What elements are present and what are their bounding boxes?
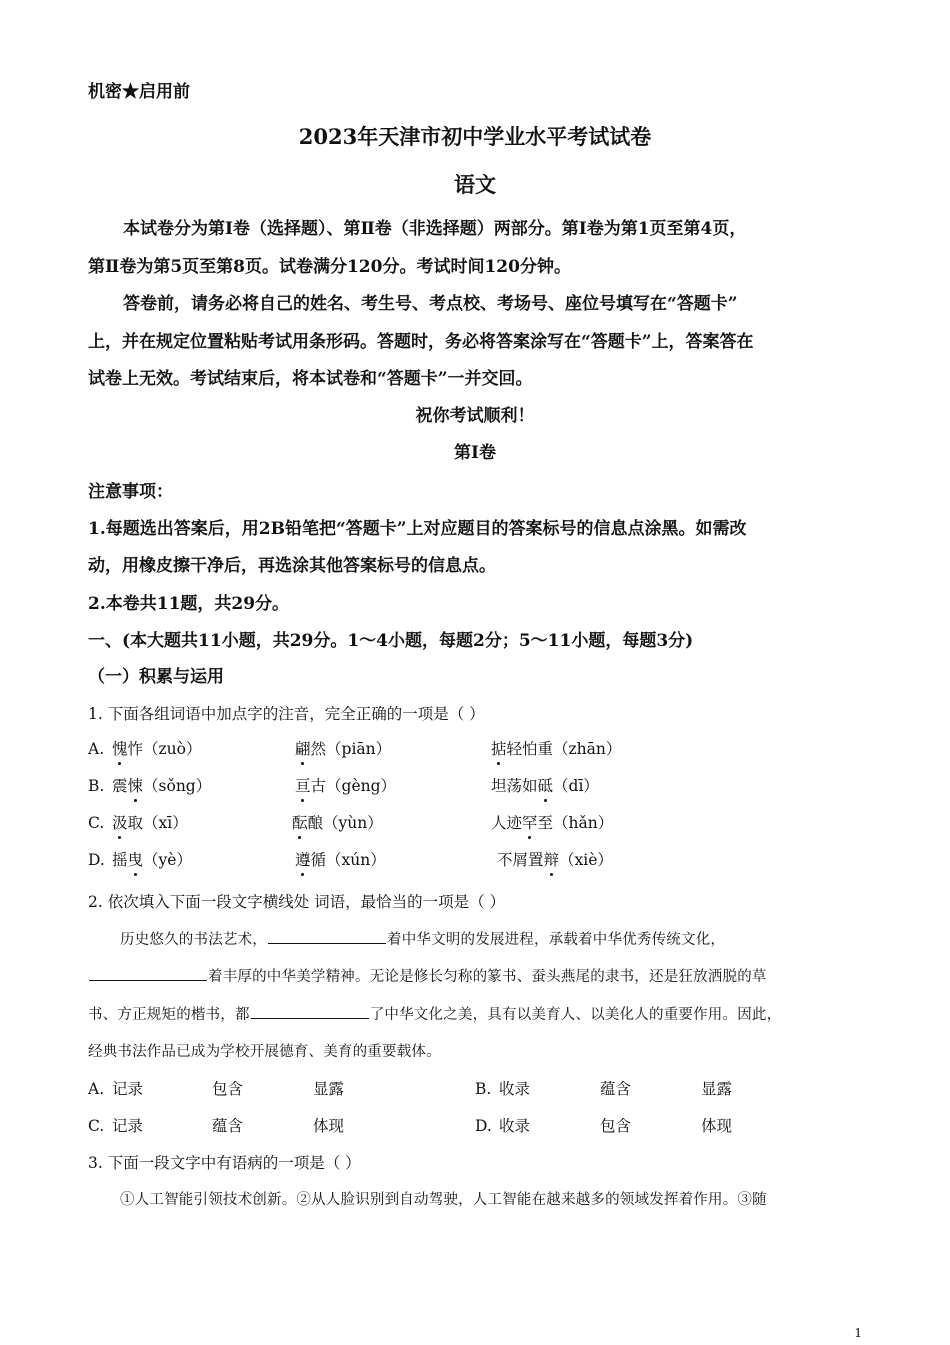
confidential-label: 机密★启用前 <box>88 82 190 102</box>
q2-passage-line1: 历史悠久的书法艺术， 着中华文明的发展进程，承载着中华优秀传统文化， <box>120 928 725 951</box>
q3-passage-line1: ①人工智能引领技术创新。②从人脸识别到自动驾驶，人工智能在越来越多的领域发挥着作用。③随 <box>120 1192 767 1208</box>
q1-c-word3: 人迹罕至（hǎn） <box>491 814 614 832</box>
intro-p1-line1: 本试卷分为第Ⅰ卷（选择题）、第Ⅱ卷（非选择题）两部分。第Ⅰ卷为第1页至第4页， <box>123 219 747 239</box>
blank-3 <box>251 1003 369 1019</box>
q2-passage-line2: 着丰厚的中华美学精神。无论是修长匀称的篆书、蚕头燕尾的隶书，还是狂放洒脱的草 <box>88 965 767 988</box>
option-word: 蕴含 <box>600 1080 632 1098</box>
intro-p2-line2: 上，并在规定位置粘贴考试用条形码。答题时，务必将答案涂写在“答题卡”上，答案答在 <box>88 332 754 352</box>
note-1-line1: 1.每题选出答案后，用2B铅笔把“答题卡”上对应题目的答案标号的信息点涂黑。如需改 <box>88 519 747 539</box>
option-word: 收录 <box>499 1080 531 1098</box>
q1-d-word1: 摇曳（yè） <box>112 851 192 869</box>
option-word: 记录 <box>112 1117 144 1135</box>
option-word: 包含 <box>600 1117 632 1135</box>
option-word: 体现 <box>701 1117 733 1135</box>
q1-d-word2: 遵循（xún） <box>295 851 386 869</box>
q2-passage-line3: 书、方正规矩的楷书，都 了中华文化之美，具有以美育人、以美化人的重要作用。因此， <box>88 1003 781 1026</box>
q1-d-word3: 不屑置辩（xiè） <box>497 851 613 869</box>
option-word: 包含 <box>212 1080 244 1098</box>
note-2: 2.本卷共11题，共29分。 <box>88 594 290 614</box>
option-word: 记录 <box>112 1080 144 1098</box>
q1-b-word1: 震悚（sǒng） <box>112 777 212 795</box>
blank-2 <box>89 965 207 981</box>
option-label: B. <box>475 1080 492 1098</box>
subsection-heading: （一）积累与运用 <box>88 667 224 687</box>
q3-stem: 3. 下面一段文字中有语病的一项是（ ） <box>88 1154 361 1172</box>
intro-p2-line3: 试卷上无效。考试结束后，将本试卷和“答题卡”一并交回。 <box>88 369 533 389</box>
page-number: 1 <box>854 1326 862 1340</box>
q1-c-word2: 酝酿（yùn） <box>292 814 383 832</box>
option-word: 收录 <box>499 1117 531 1135</box>
option-label: C. <box>88 1117 105 1135</box>
q1-a-word3: 掂轻怕重（zhān） <box>491 740 622 758</box>
option-label: D. <box>475 1117 492 1135</box>
option-label: B. <box>88 777 105 795</box>
q1-a-word2: 翩然（piān） <box>295 740 392 758</box>
notes-heading: 注意事项： <box>88 482 173 502</box>
option-label: A. <box>88 1080 105 1098</box>
option-label: D. <box>88 851 105 869</box>
option-label: C. <box>88 814 105 832</box>
volume-heading: 第Ⅰ卷 <box>454 443 496 463</box>
note-1-line2: 动，用橡皮擦干净后，再选涂其他答案标号的信息点。 <box>88 556 496 576</box>
subject-title: 语文 <box>454 172 496 197</box>
option-word: 显露 <box>701 1080 733 1098</box>
q1-c-word1: 汲取（xī） <box>112 814 188 832</box>
section-heading: 一、(本大题共11小题，共29分。1～4小题，每题2分；5～11小题，每题3分) <box>88 631 694 651</box>
q1-a-word1: 愧怍（zuò） <box>112 740 202 758</box>
wish-text: 祝你考试顺利！ <box>415 406 535 426</box>
q1-b-word3: 坦荡如砥（dī） <box>491 777 599 795</box>
q2-stem: 2. 依次填入下面一段文字横线处 词语，最恰当的一项是（ ） <box>88 893 506 911</box>
option-word: 体现 <box>313 1117 345 1135</box>
q1-b-word2: 亘古（gèng） <box>295 777 397 795</box>
option-label: A. <box>88 740 105 758</box>
q1-stem: 1. 下面各组词语中加点字的注音，完全正确的一项是（ ） <box>88 705 485 723</box>
intro-p1-line2: 第Ⅱ卷为第5页至第8页。试卷满分120分。考试时间120分钟。 <box>88 257 571 277</box>
intro-p2-line1: 答卷前，请务必将自己的姓名、考生号、考点校、考场号、座位号填写在“答题卡” <box>123 294 738 314</box>
page-title: 2023年天津市初中学业水平考试试卷 <box>298 124 652 149</box>
blank-1 <box>268 928 386 944</box>
option-word: 显露 <box>313 1080 345 1098</box>
q2-passage-line4: 经典书法作品已成为学校开展德育、美育的重要载体。 <box>88 1044 441 1060</box>
option-word: 蕴含 <box>212 1117 244 1135</box>
